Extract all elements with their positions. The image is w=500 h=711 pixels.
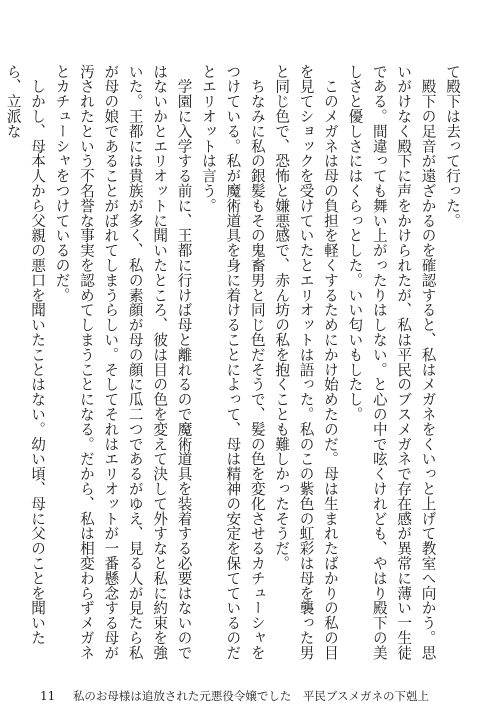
running-title: 私のお母様は追放された元悪役令嬢でした 平民ブスメガネの下剋上 bbox=[72, 689, 429, 703]
paragraph: このメガネは母の負担を軽くするためにかけ始めたのだ。母は生まれたばかりの私の目を見てショックを受けていたとエリオットは語った。私のこの紫色の虹彩は母を襲った男と同じ色で、恐怖と嫌悪感で、赤ん坊の私を抱くことも難しかったそうだ。 bbox=[273, 64, 339, 660]
page-number: 11 bbox=[40, 689, 56, 703]
page-footer bbox=[40, 688, 429, 704]
paragraph: て殿下は去って行った。 bbox=[444, 64, 461, 228]
paragraph: 学園に入学する前に、王都に行けば母と離れるので魔術道具を装着する必要はないのではないかとエリオットに聞いたところ、彼は目の色を変えて決して外すなと私に約束を強いた。王都には貴族が多く、私の素顔が母の顔に瓜二つであるがゆえ、見る人が見たら私が母の娘であることがばれてしまうらしい。そしてそれはエリオットが一番懸念する母が汚されたという不名誉な事実を認めてしまうことになる。だから、私は相変わらずメガネとカチューシャをつけているのだ。 bbox=[53, 64, 193, 660]
paragraph: しかし、母本人から父親の悪口を聞いたことはない。幼い頃、母に父のことを聞いたら、立派な bbox=[4, 64, 47, 646]
paragraph: ちなみに私の銀髪もその鬼畜男と同じ色だそうで、髪の色を変化させるカチューシャをつけている。私が魔術道具を身に着けることによって、母は精神の安定を保てているのだとエリオットは言う。 bbox=[199, 64, 266, 660]
paragraph: 殿下の足音が遠ざかるのを確認すると、私はメガネをくいっと上げて教室へ向かう。思いがけなく殿下に声をかけられたが、私は平民のブスメガネで存在感が異常に薄い一生徒である。間違っても舞い上がったりはしない。と心の中で呟くけれども、やはり殿下の美しさと優しさにはくらっとした。いい匂いもしたし。 bbox=[346, 64, 437, 660]
vertical-text-body bbox=[4, 64, 464, 662]
